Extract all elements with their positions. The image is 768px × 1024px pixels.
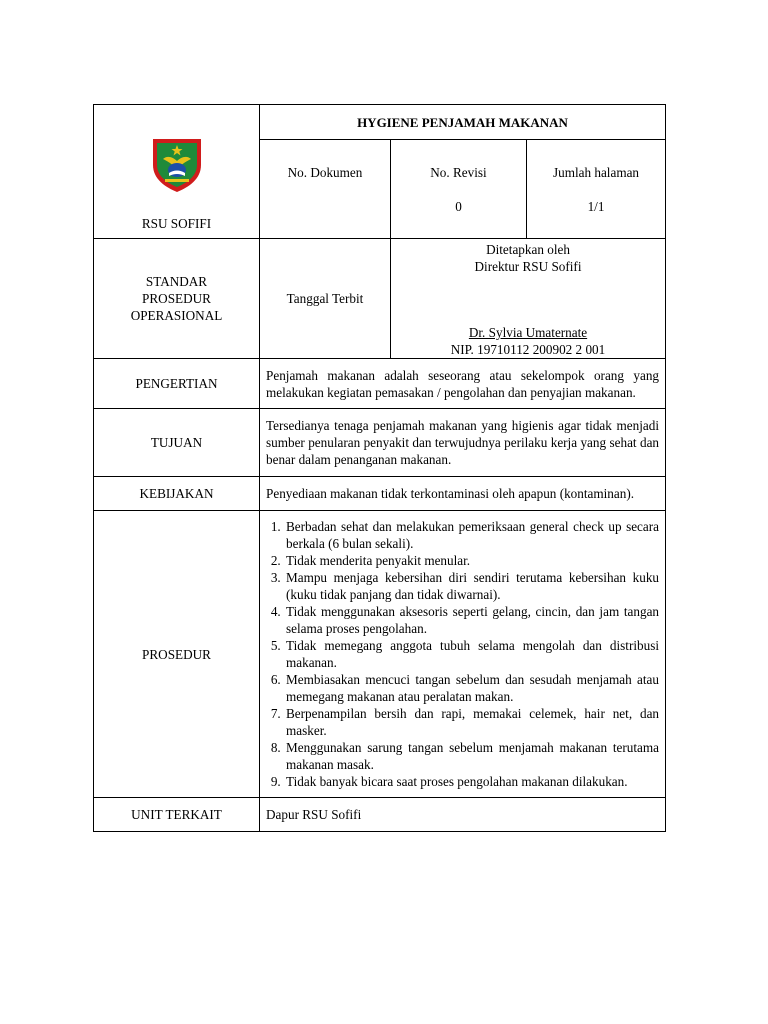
pages-value: 1/1 (587, 199, 605, 214)
prosedur-steps-list (260, 518, 665, 790)
doc-number-cell (260, 140, 391, 239)
sop-label-cell (94, 239, 260, 359)
revision-cell (391, 140, 527, 239)
kebijakan-label: KEBIJAKAN (94, 477, 260, 511)
prosedur-steps-cell (260, 511, 666, 798)
kebijakan-text: Penyediaan makanan tidak terkontaminasi oleh apapun (kontaminan). (260, 477, 666, 511)
sop-document-table (93, 104, 666, 832)
prosedur-step: 3. Mampu menjaga kebersihan diri sendiri terutama kebersihan kuku (kuku tidak panjang dan tidak diwarnai). (284, 569, 659, 603)
institution-name: RSU SOFIFI (141, 216, 212, 231)
pengertian-label: PENGERTIAN (94, 359, 260, 409)
document-title: HYGIENE PENJAMAH MAKANAN (260, 105, 666, 140)
sop-label-line2: PROSEDUR (142, 291, 211, 306)
prosedur-step: 4. Tidak menggunakan aksesoris seperti gelang, cincin, dan jam tangan selama proses pengolahan. (284, 603, 659, 637)
doc-number-label: No. Dokumen (287, 165, 363, 180)
revision-label: No. Revisi (430, 165, 487, 180)
signatory-nip: NIP. 19710112 200902 2 001 (450, 342, 606, 357)
prosedur-step: 2. Tidak menderita penyakit menular. (284, 552, 659, 569)
pages-label: Jumlah halaman (552, 165, 640, 180)
prosedur-step: 9. Tidak banyak bicara saat proses pengolahan makanan dilakukan. (284, 773, 659, 790)
sop-label-line1: STANDAR (145, 274, 208, 289)
approved-by-line2: Direktur RSU Sofifi (474, 259, 582, 274)
pages-cell (527, 140, 666, 239)
tujuan-text: Tersedianya tenaga penjamah makanan yang higienis agar tidak menjadi sumber penularan penyakit dan terwujudnya perilaku kerja yang sehat dan benar dalam penanganan makanan. (260, 409, 666, 477)
approval-cell (391, 239, 666, 359)
signatory-name: Dr. Sylvia Umaternate (468, 325, 588, 340)
pengertian-text: Penjamah makanan adalah seseorang atau sekelompok orang yang melakukan kegiatan pemasakan / pengolahan dan penyajian makanan. (260, 359, 666, 409)
prosedur-step: 8. Menggunakan sarung tangan sebelum menjamah makanan terutama makanan masak. (284, 739, 659, 773)
sop-label-line3: OPERASIONAL (130, 308, 223, 323)
provincial-emblem-icon (147, 135, 207, 195)
revision-value: 0 (455, 199, 462, 214)
prosedur-label: PROSEDUR (94, 511, 260, 798)
prosedur-step: 5. Tidak memegang anggota tubuh selama mengolah dan distribusi makanan. (284, 637, 659, 671)
prosedur-step: 1. Berbadan sehat dan melakukan pemeriksaan general check up secara berkala (6 bulan sekali). (284, 518, 659, 552)
tujuan-label: TUJUAN (94, 409, 260, 477)
unit-terkait-label: UNIT TERKAIT (94, 798, 260, 832)
issue-date-label: Tanggal Terbit (260, 239, 391, 359)
approved-by-line1: Ditetapkan oleh (486, 242, 570, 257)
institution-cell (94, 105, 260, 239)
unit-terkait-text: Dapur RSU Sofifi (260, 798, 666, 832)
prosedur-step: 6. Membiasakan mencuci tangan sebelum dan sesudah menjamah atau memegang makanan atau peralatan makan. (284, 671, 659, 705)
prosedur-step: 7. Berpenampilan bersih dan rapi, memakai celemek, hair net, dan masker. (284, 705, 659, 739)
